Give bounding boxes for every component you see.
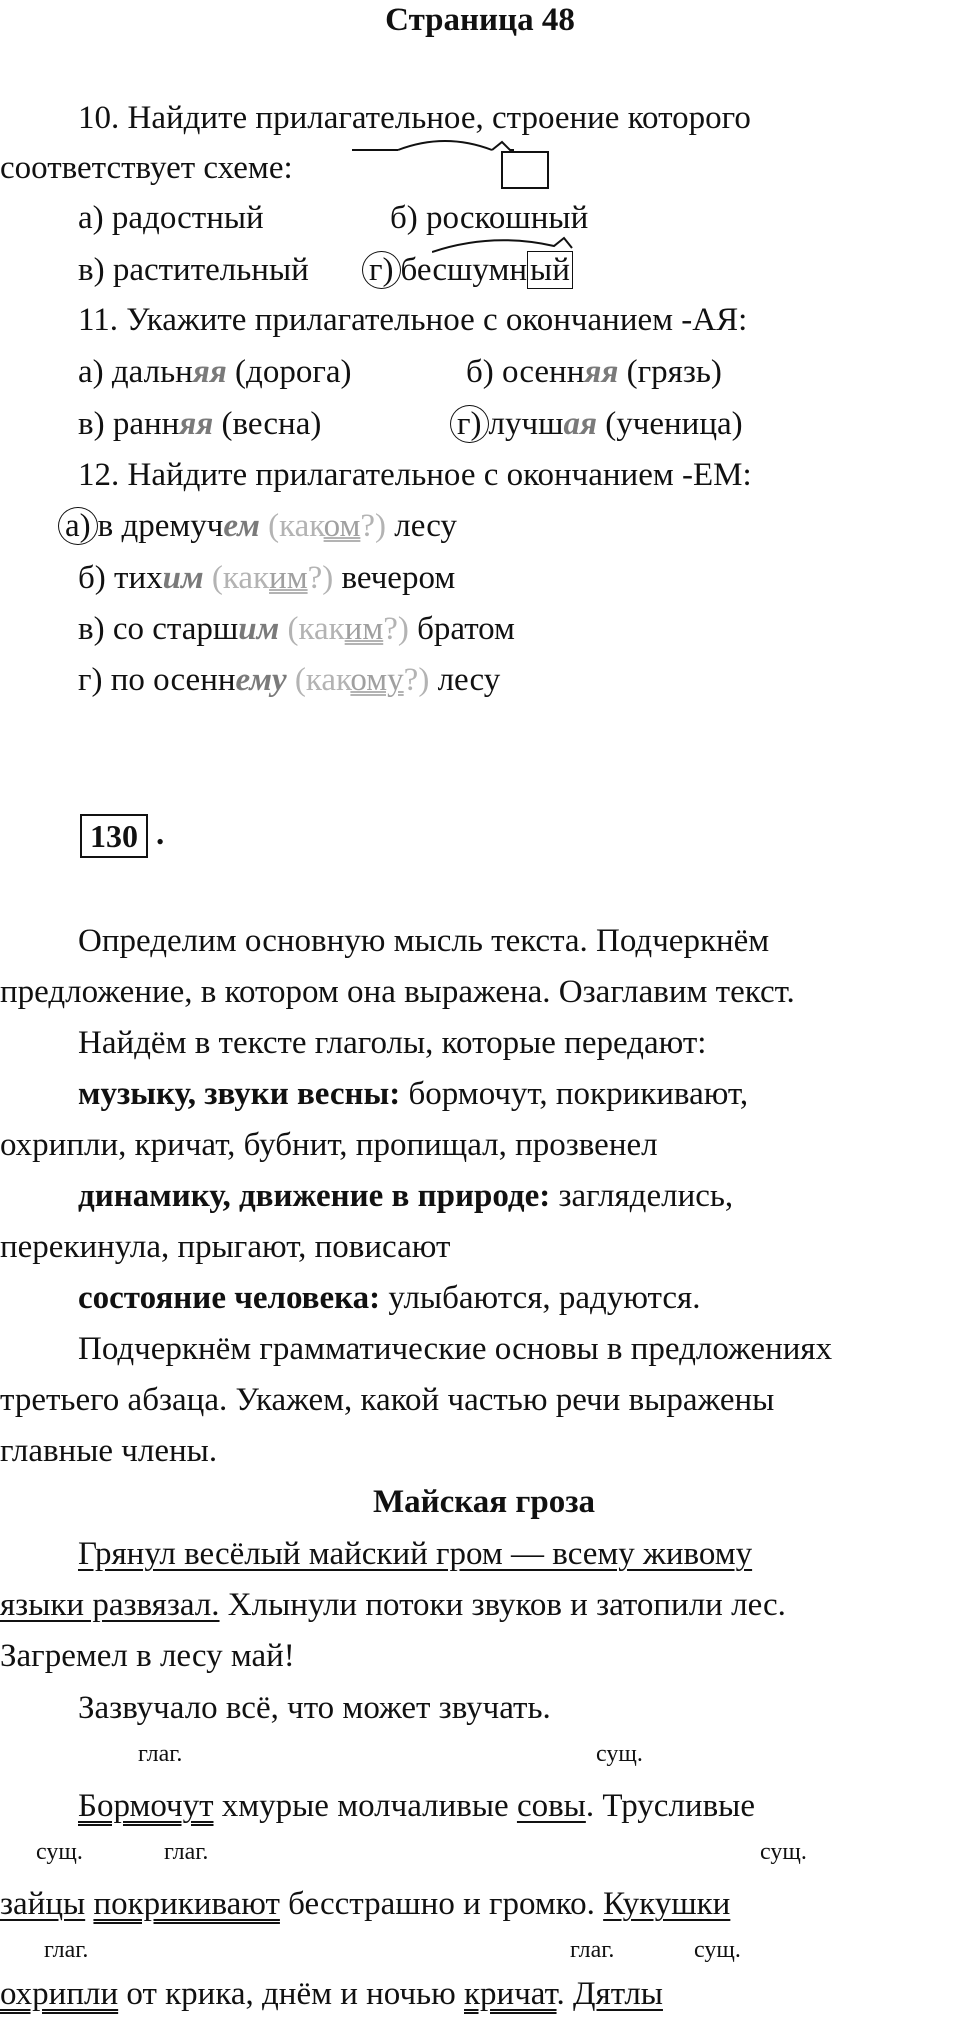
- pos-label: глаг.: [138, 1741, 183, 1767]
- page-title: Страница 48: [385, 2, 575, 38]
- task-number-box: [80, 814, 148, 858]
- pos-label: сущ.: [760, 1839, 807, 1865]
- task-number-dot: .: [156, 816, 165, 852]
- task-p1b: предложение, в котором она выражена. Озаглавим текст.: [0, 974, 795, 1010]
- q10-option-v: в) растительный: [78, 252, 309, 288]
- q12-option-b: б) тихим (каким?) вечером: [78, 560, 456, 596]
- root-arc: [432, 236, 582, 256]
- task-p3c: главные члены.: [0, 1433, 218, 1469]
- text-s1a: Грянул весёлый майский гром — всему живому: [78, 1536, 753, 1572]
- text-s1b: языки развязал. Хлынули потоки звуков и затопили лес.: [0, 1587, 786, 1623]
- morpheme-scheme: [350, 138, 560, 192]
- q12-option-v: в) со старшим (каким?) братом: [78, 611, 515, 647]
- q11-option-g: г) лучшая (ученица): [456, 404, 743, 444]
- q11-option-b: б) осенняя (грязь): [466, 354, 722, 390]
- task-state: состояние человека: улыбаются, радуются.: [78, 1280, 701, 1316]
- text-title: Майская гроза: [372, 1484, 596, 1520]
- pos-label: сущ.: [36, 1839, 83, 1865]
- text-s1d: Загремел в лесу май!: [0, 1638, 295, 1674]
- q10-line1: 10. Найдите прилагательное, строение которого: [78, 100, 751, 136]
- answer-circle: г): [362, 251, 401, 289]
- task-dynamics: динамику, движение в природе: загляделись,: [78, 1178, 734, 1214]
- pos-label: сущ.: [694, 1937, 741, 1963]
- q12-line: 12. Найдите прилагательное с окончанием -ЕМ:: [78, 457, 752, 493]
- q11-option-a: а) дальняя (дорога): [78, 354, 352, 390]
- task-p2: Найдём в тексте глаголы, которые передают:: [78, 1025, 707, 1061]
- q10-g-root: бесшумн: [400, 252, 528, 288]
- answer-circle: г): [450, 405, 489, 443]
- q10-g-ending: ый: [527, 251, 573, 289]
- pos-label: глаг.: [44, 1937, 89, 1963]
- pos-label: глаг.: [164, 1839, 209, 1865]
- text-s2: Зазвучало всё, что может звучать.: [78, 1690, 551, 1726]
- q10-option-b: б) роскошный: [390, 200, 589, 236]
- task-dynamics-cont: перекинула, прыгают, повисают: [0, 1229, 451, 1265]
- task-p3b: третьего абзаца. Укажем, какой частью речи выражены: [0, 1382, 775, 1418]
- task-p3a: Подчеркнём грамматические основы в предложениях: [78, 1331, 833, 1367]
- q12-option-g: г) по осеннему (какому?) лесу: [78, 662, 501, 698]
- q10-option-a: а) радостный: [78, 200, 264, 236]
- text-line4: зайцы покрикивают бесстрашно и громко. Кукушки: [0, 1886, 731, 1922]
- pos-label: глаг.: [570, 1937, 615, 1963]
- q11-option-v: в) ранняя (весна): [78, 406, 322, 442]
- answer-circle: а): [58, 507, 98, 545]
- q12-option-a: а) в дремучем (каком?) лесу: [64, 506, 457, 546]
- q11-line: 11. Укажите прилагательное с окончанием -АЯ:: [78, 302, 748, 338]
- q10-line2: соответствует схеме:: [0, 150, 293, 186]
- q10-option-g: [368, 250, 573, 290]
- text-line3: Бормочут хмурые молчаливые совы. Трусливые: [78, 1788, 755, 1824]
- task-music: музыку, звуки весны: бормочут, покрикивают,: [78, 1076, 749, 1112]
- task-music-cont: охрипли, кричат, бубнит, пропищал, прозвенел: [0, 1127, 658, 1163]
- task-number: 130: [90, 818, 138, 854]
- text-line5: охрипли от крика, днём и ночью кричат. Дятлы: [0, 1976, 663, 2012]
- task-p1a: Определим основную мысль текста. Подчеркнём: [78, 923, 770, 959]
- pos-label: сущ.: [596, 1741, 643, 1767]
